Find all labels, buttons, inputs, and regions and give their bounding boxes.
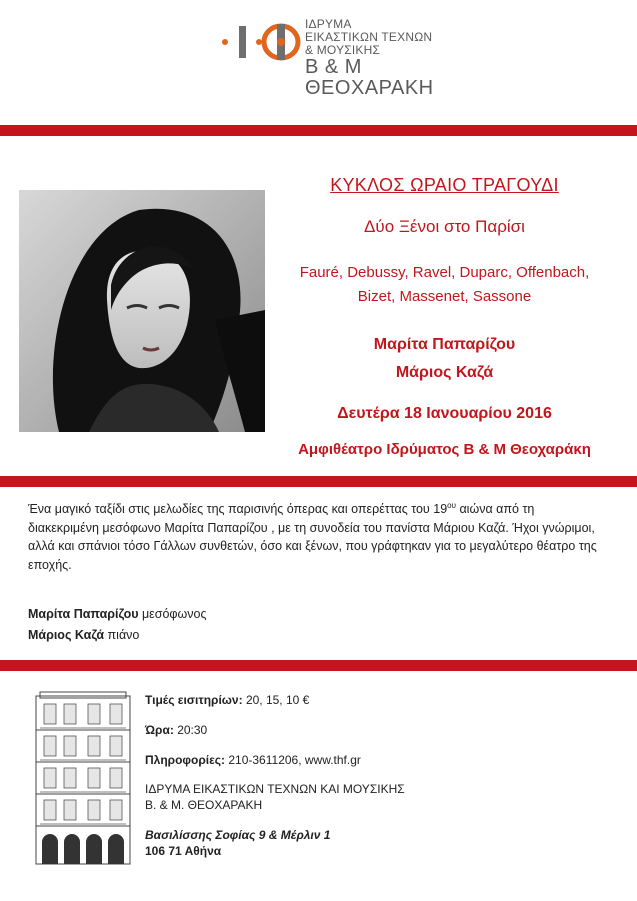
bottom-red-band — [0, 660, 637, 671]
performer-row — [28, 604, 207, 625]
performer-portrait-icon — [19, 190, 265, 432]
artist-name-1: Μαρίτα Παπαρίζου — [373, 336, 516, 353]
address-line1: Βασιλίσσης Σοφίας 9 & Μέρλιν 1 — [145, 828, 331, 842]
logo-text-line5: ΘΕΟΧΑΡΑΚΗ — [305, 77, 434, 99]
top-red-band — [0, 125, 637, 136]
artists-list — [267, 331, 622, 387]
composers-line2: Bizet, Massenet, Sassone — [357, 288, 532, 305]
prices-value: 20, 15, 10 € — [242, 693, 310, 707]
org-name-line2: Β. & Μ. ΘΕΟΧΑΡΑΚΗ — [145, 798, 263, 812]
performer-name: Μάριος Καζά — [28, 628, 105, 642]
performer-photo — [19, 190, 265, 432]
time-row — [145, 723, 207, 737]
prices-label: Τιμές εισιτηρίων: — [145, 693, 243, 707]
event-cycle: ΚΥΚΛΟΣ ΩΡΑΙΟ ΤΡΑΓΟΥΔΙ — [330, 175, 559, 195]
performer-role: πιάνο — [104, 628, 140, 642]
artist-name-2: Μάριος Καζά — [395, 364, 494, 381]
event-description — [28, 500, 608, 574]
description-superscript: ου — [447, 500, 456, 510]
building-icon — [30, 690, 136, 868]
description-part1: Ένα μαγικό ταξίδι στις μελωδίες της παρισινής όπερας και οπερέττας του 19 — [28, 502, 448, 516]
composers-list — [267, 261, 622, 309]
logo-text-line1: ΙΔΡΥΜΑ — [305, 17, 352, 31]
event-date: Δευτέρα 18 Ιανουαρίου 2016 — [337, 405, 552, 422]
performer-role: μεσόφωνος — [138, 607, 207, 621]
logo-mark-icon — [219, 22, 305, 66]
org-name-line1: ΙΔΡΥΜΑ ΕΙΚΑΣΤΙΚΩΝ ΤΕΧΝΩΝ ΚΑΙ ΜΟΥΣΙΚΗΣ — [145, 782, 405, 796]
time-label: Ώρα: — [145, 723, 174, 737]
contact-row — [145, 753, 361, 767]
logo-text-line4: Β & Μ — [305, 56, 362, 78]
logo-text-line2: ΕΙΚΑΣΤΙΚΩΝ ΤΕΧΝΩΝ — [305, 30, 433, 44]
description-part2: αιώνα από τη διακεκριμένη μεσόφωνο Μαρίτα Παπαρίζου , με τη συνοδεία του πανίστα Μάριου Καζά. Ήχοι γνώριμοι, αλλά και σπάνιοι τόσο Γάλλων συνθετών, όσο και ξένων, που γράφτηκαν για το μεγαλύτερο θέατρο της εποχής. — [28, 502, 597, 572]
event-venue: Αμφιθέατρο Ιδρύματος Β & Μ Θεοχαράκη — [298, 441, 591, 458]
performers-list — [28, 604, 207, 646]
event-title: Δύο Ξένοι στο Παρίσι — [364, 217, 525, 236]
middle-red-band — [0, 476, 637, 487]
prices-row — [145, 693, 309, 707]
performer-name: Μαρίτα Παπαρίζου — [28, 607, 139, 621]
composers-line1: Fauré, Debussy, Ravel, Duparc, Offenbach, — [299, 264, 590, 281]
time-value: 20:30 — [173, 723, 208, 737]
contact-label: Πληροφορίες: — [145, 753, 226, 767]
address-line2: 106 71 Αθήνα — [145, 844, 222, 858]
performer-row — [28, 625, 207, 646]
contact-value[interactable]: 210-3611206, www.thf.gr — [225, 753, 361, 767]
logo-text-line3: & ΜΟΥΣΙΚΗΣ — [305, 43, 381, 57]
foundation-logo — [219, 18, 459, 108]
